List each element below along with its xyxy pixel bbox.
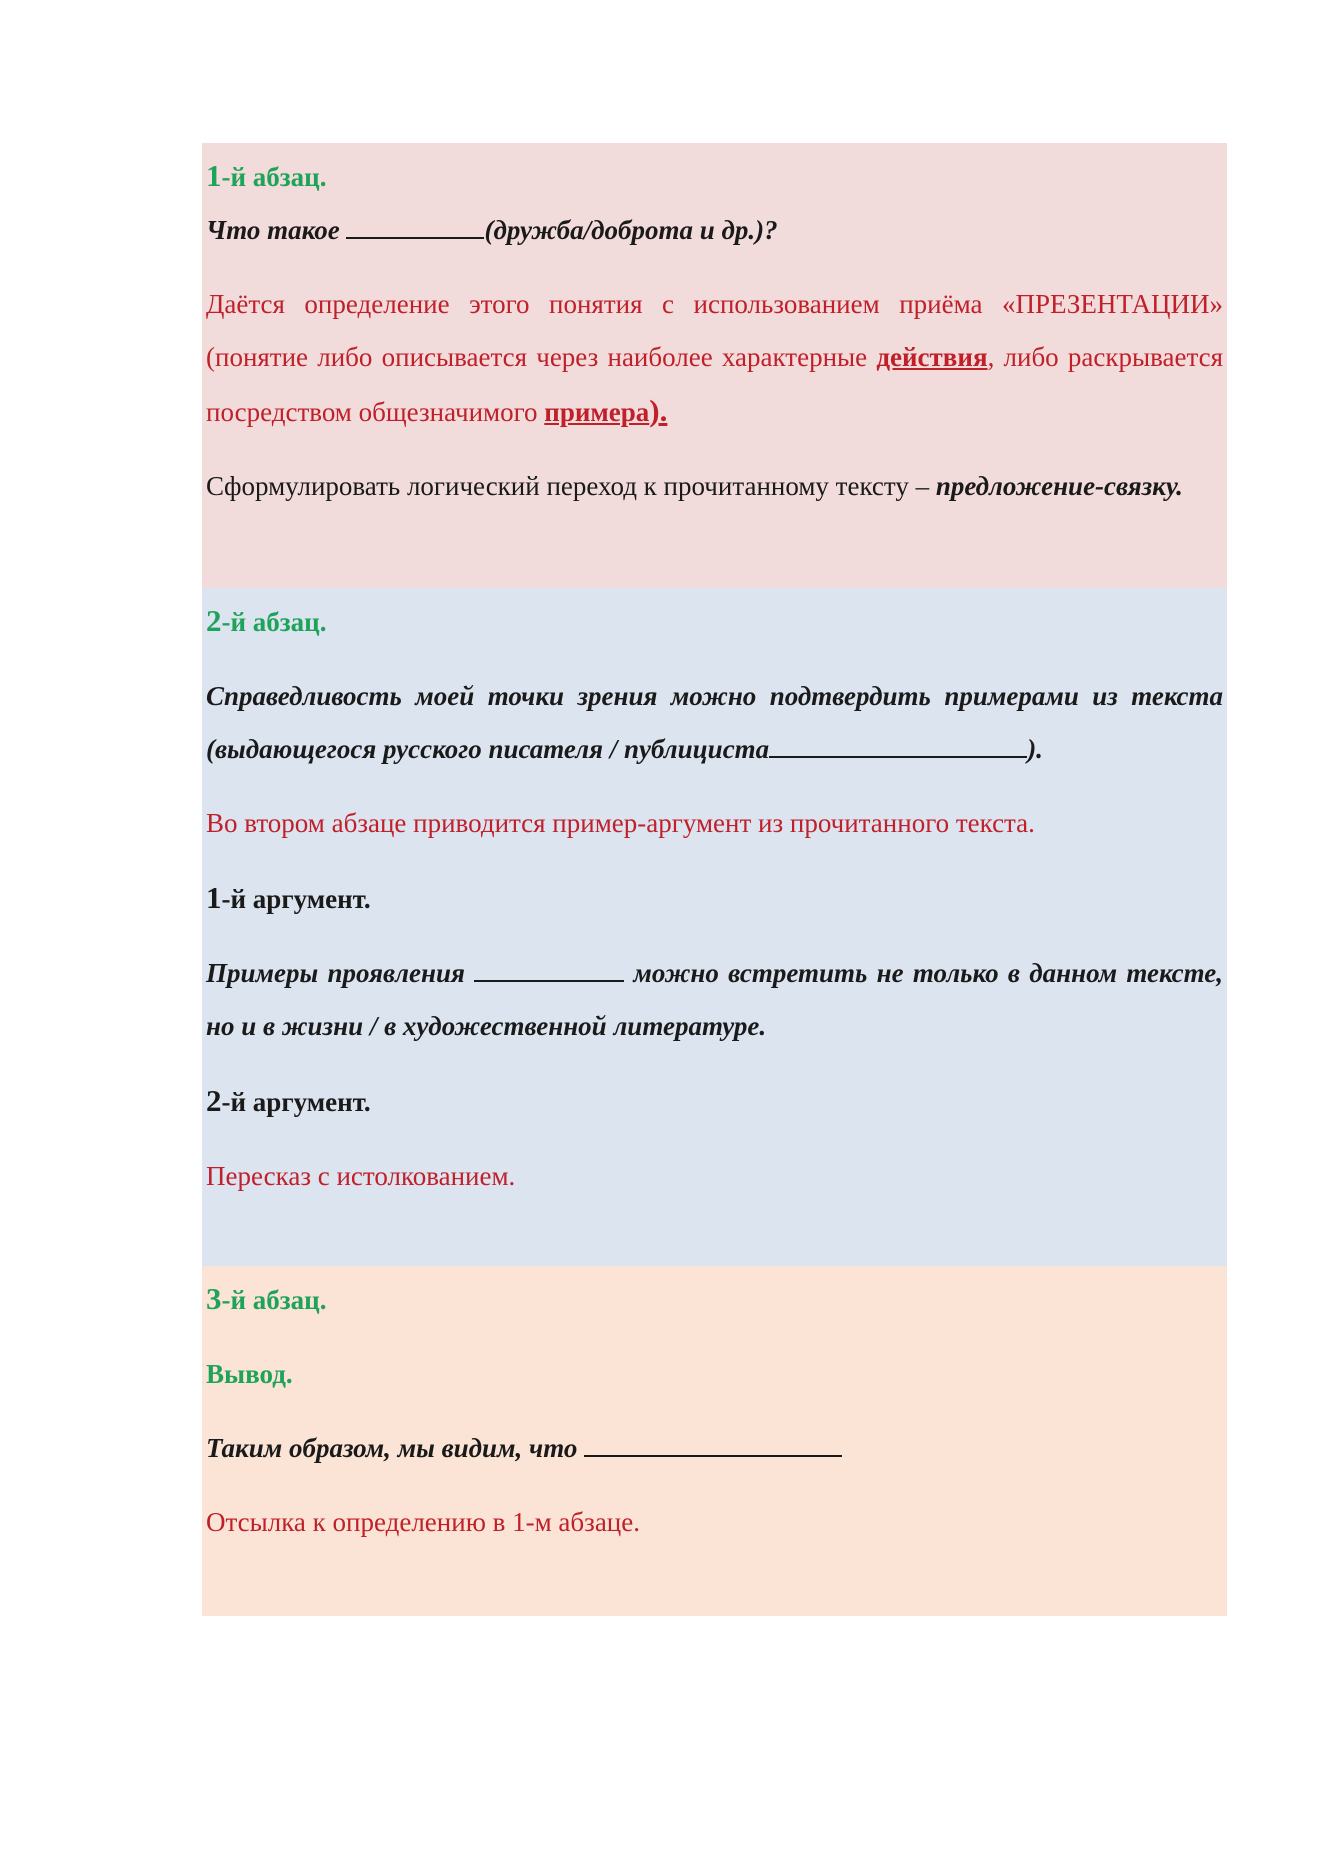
argument-2-note: Пересказ с истолкованием. (206, 1161, 516, 1191)
transition-instruction: Сформулировать логический переход к прочитанному тексту – предложение-связку. (206, 471, 1183, 501)
paragraph-1-block (202, 143, 1227, 588)
paragraph-3-heading: 3-й абзац. (206, 1281, 327, 1316)
question-line: Что такое (дружба/доброта и др.)? (206, 215, 778, 245)
example-note: Во втором абзаце приводится пример-аргумент из прочитанного текста. (206, 808, 1035, 838)
essay-plan-sheet (202, 143, 1227, 1616)
blank-line (584, 1433, 842, 1457)
definition-instruction: Даётся определение этого понятия с использованием приёма «ПРЕЗЕНТАЦИИ» (понятие либо описывается через наиболее характерные действия, либо раскрывается посредством общезначимого примера). (206, 289, 1224, 428)
conclusion-label: Вывод. (206, 1359, 293, 1389)
reference-note: Отсылка к определению в 1-м абзаце. (206, 1507, 640, 1537)
paragraph-1-heading: 1-й абзац. (206, 158, 327, 193)
argument-2-heading: 2-й аргумент. (206, 1083, 371, 1118)
blank-line (346, 215, 484, 239)
justification-line: Справедливость моей точки зрения можно подтвердить примерами из текста (выдающегося русского писателя / публициста ). (206, 681, 1223, 764)
blank-line (769, 734, 1027, 758)
blank-line (474, 958, 624, 982)
conclusion-line: Таким образом, мы видим, что (206, 1422, 1223, 1475)
paragraph-3-block (202, 1266, 1227, 1616)
paragraph-2-block (202, 588, 1227, 1266)
argument-1-text: Примеры проявления можно встретить не только в данном тексте, но и в жизни / в художественной литературе. (206, 958, 1223, 1041)
argument-1-heading: 1-й аргумент. (206, 880, 371, 915)
paragraph-2-heading: 2-й абзац. (206, 603, 327, 638)
